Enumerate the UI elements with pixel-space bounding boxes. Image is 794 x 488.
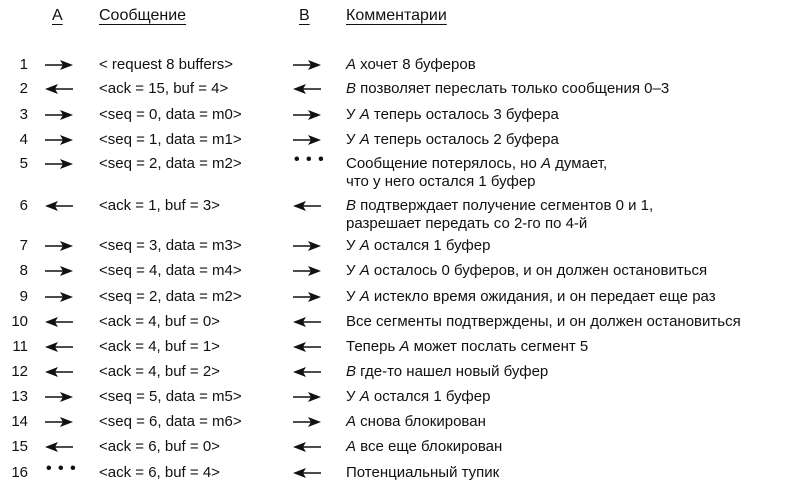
- comment-fragment: остался 1 буфер: [369, 388, 491, 405]
- station-name: A: [346, 56, 357, 73]
- message-text: <seq = 5, data = m5>: [99, 388, 242, 405]
- row-number: 14: [11, 413, 28, 430]
- row-number: 2: [19, 80, 28, 97]
- message-text: <ack = 4, buf = 0>: [99, 313, 220, 330]
- arrow-right-icon: [44, 388, 74, 406]
- header-comment: Комментарии: [346, 7, 447, 24]
- comment-fragment: истекло время ожидания, и он передает еще раз: [369, 288, 716, 305]
- message-text: <seq = 0, data = m0>: [99, 106, 242, 123]
- station-name: B: [346, 363, 357, 380]
- comment-text: [346, 155, 607, 191]
- row-number: 3: [19, 106, 28, 123]
- arrow-right-icon: [44, 155, 74, 173]
- arrow-right-icon: [44, 288, 74, 306]
- comment-fragment: У: [346, 106, 360, 123]
- lost-dots-icon: • • •: [294, 151, 325, 168]
- comment-fragment: У: [346, 131, 360, 148]
- row-number: 1: [19, 56, 28, 73]
- comment-fragment: разрешает передать со 2-го по 4-й: [346, 215, 588, 232]
- message-text: <seq = 2, data = m2>: [99, 288, 242, 305]
- comment-fragment: У: [346, 288, 360, 305]
- station-name: A: [346, 413, 357, 430]
- comment-text: [346, 438, 502, 456]
- comment-fragment: теперь осталось 2 буфера: [369, 131, 559, 148]
- arrow-right-icon: [292, 288, 322, 306]
- station-name: A: [399, 338, 410, 355]
- row-number: 16: [11, 464, 28, 481]
- row-number: 15: [11, 438, 28, 455]
- arrow-left-icon: [292, 313, 322, 331]
- arrow-left-icon: [44, 338, 74, 356]
- comment-fragment: думает,: [551, 155, 608, 172]
- comment-text: [346, 288, 716, 306]
- message-text: <ack = 6, buf = 4>: [99, 464, 220, 481]
- station-name: A: [359, 288, 370, 305]
- arrow-left-icon: [292, 197, 322, 215]
- station-name: A: [359, 106, 370, 123]
- comment-fragment: позволяет переслать только сообщения 0–3: [356, 80, 670, 97]
- comment-fragment: что у него остался 1 буфер: [346, 173, 536, 190]
- message-text: <ack = 4, buf = 2>: [99, 363, 220, 380]
- comment-text: [346, 237, 490, 255]
- arrow-left-icon: [44, 80, 74, 98]
- row-number: 12: [11, 363, 28, 380]
- comment-text: [346, 413, 486, 431]
- arrow-left-icon: [292, 80, 322, 98]
- comment-text: [346, 197, 653, 233]
- row-number: 13: [11, 388, 28, 405]
- comment-fragment: остался 1 буфер: [369, 237, 491, 254]
- arrow-right-icon: [292, 237, 322, 255]
- comment-fragment: осталось 0 буферов, и он должен остановиться: [369, 262, 708, 279]
- header-b: B: [299, 7, 310, 24]
- station-name: A: [540, 155, 551, 172]
- message-text: <ack = 4, buf = 1>: [99, 338, 220, 355]
- comment-text: [346, 106, 559, 124]
- comment-fragment: где-то нашел новый буфер: [356, 363, 549, 380]
- comment-fragment: Все сегменты подтверждены, и он должен остановиться: [346, 313, 741, 330]
- arrow-left-icon: [44, 363, 74, 381]
- message-text: <ack = 1, buf = 3>: [99, 197, 220, 214]
- arrow-right-icon: [292, 413, 322, 431]
- comment-fragment: У: [346, 237, 360, 254]
- comment-text: [346, 262, 707, 280]
- comment-fragment: хочет 8 буферов: [356, 56, 476, 73]
- arrow-right-icon: [44, 56, 74, 74]
- lost-dots-icon: • • •: [46, 460, 77, 477]
- arrow-right-icon: [44, 131, 74, 149]
- message-text: <seq = 4, data = m4>: [99, 262, 242, 279]
- arrow-left-icon: [292, 338, 322, 356]
- arrow-right-icon: [292, 106, 322, 124]
- arrow-right-icon: [292, 131, 322, 149]
- arrow-left-icon: [292, 438, 322, 456]
- arrow-left-icon: [44, 438, 74, 456]
- comment-text: [346, 363, 548, 381]
- message-text: <seq = 6, data = m6>: [99, 413, 242, 430]
- comment-text: [346, 338, 588, 356]
- message-text: <seq = 2, data = m2>: [99, 155, 242, 172]
- arrow-right-icon: [44, 237, 74, 255]
- message-text: <ack = 6, buf = 0>: [99, 438, 220, 455]
- header-a: A: [52, 7, 63, 24]
- station-name: A: [359, 388, 370, 405]
- arrow-left-icon: [292, 363, 322, 381]
- station-name: B: [346, 80, 357, 97]
- message-text: <ack = 15, buf = 4>: [99, 80, 229, 97]
- row-number: 8: [19, 262, 28, 279]
- comment-fragment: Сообщение потерялось, но: [346, 155, 541, 172]
- station-name: A: [359, 262, 370, 279]
- arrow-right-icon: [292, 56, 322, 74]
- message-text: <seq = 1, data = m1>: [99, 131, 242, 148]
- row-number: 9: [19, 288, 28, 305]
- arrow-left-icon: [44, 197, 74, 215]
- comment-text: [346, 464, 499, 482]
- arrow-left-icon: [292, 464, 322, 482]
- comment-fragment: теперь осталось 3 буфера: [369, 106, 559, 123]
- comment-text: [346, 388, 490, 406]
- row-number: 11: [12, 338, 28, 355]
- comment-text: [346, 131, 559, 149]
- comment-fragment: подтверждает получение сегментов 0 и 1,: [356, 197, 654, 214]
- arrow-left-icon: [44, 313, 74, 331]
- station-name: A: [359, 131, 370, 148]
- comment-text: [346, 313, 741, 331]
- row-number: 6: [19, 197, 28, 214]
- arrow-right-icon: [44, 413, 74, 431]
- row-number: 7: [19, 237, 28, 254]
- station-name: A: [359, 237, 370, 254]
- row-number: 4: [19, 131, 28, 148]
- comment-fragment: снова блокирован: [356, 413, 486, 430]
- comment-text: [346, 56, 476, 74]
- comment-fragment: У: [346, 388, 360, 405]
- comment-fragment: все еще блокирован: [356, 438, 503, 455]
- comment-fragment: может послать сегмент 5: [409, 338, 589, 355]
- header-message: Сообщение: [99, 7, 187, 24]
- comment-fragment: Потенциальный тупик: [346, 464, 500, 481]
- arrow-right-icon: [44, 262, 74, 280]
- arrow-right-icon: [44, 106, 74, 124]
- message-text: < request 8 buffers>: [99, 56, 233, 73]
- arrow-right-icon: [292, 388, 322, 406]
- station-name: B: [346, 197, 357, 214]
- comment-fragment: У: [346, 262, 360, 279]
- row-number: 10: [11, 313, 28, 330]
- row-number: 5: [19, 155, 28, 172]
- comment-text: [346, 80, 669, 98]
- message-text: <seq = 3, data = m3>: [99, 237, 242, 254]
- station-name: A: [346, 438, 357, 455]
- arrow-right-icon: [292, 262, 322, 280]
- comment-fragment: Теперь: [346, 338, 400, 355]
